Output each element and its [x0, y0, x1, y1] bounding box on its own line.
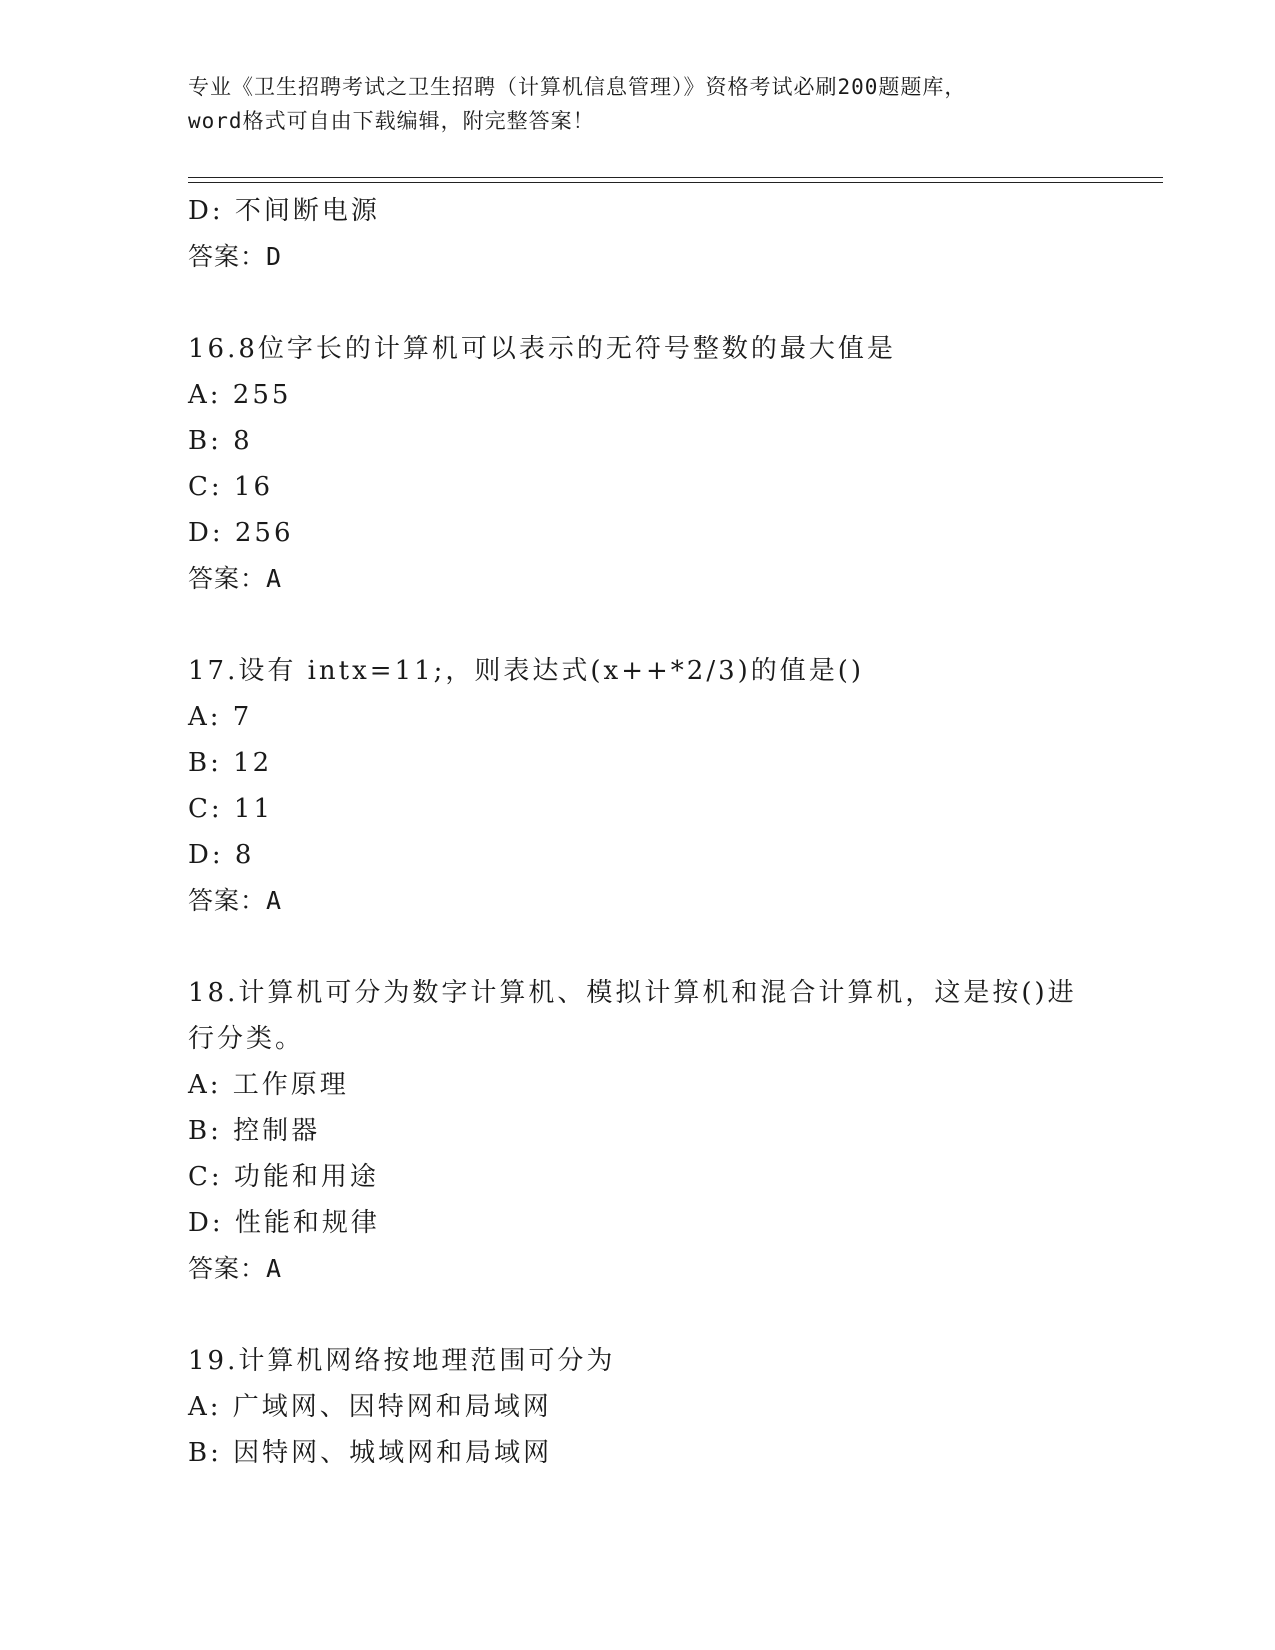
question-text-continued: 行分类。 [188, 1024, 305, 1054]
answer-line: 答案：A [188, 886, 283, 915]
option-d: D: 8 [188, 840, 255, 870]
question-text: 16.8位字长的计算机可以表示的无符号整数的最大值是 [188, 334, 896, 364]
option-d: D: 不间断电源 [188, 196, 380, 226]
question-list [188, 188, 1088, 1476]
question-18 [188, 970, 1088, 1292]
question-text: 17.设有 intx=11;，则表达式(x++*2/3)的值是() [188, 656, 865, 686]
option-b: B: 因特网、城域网和局域网 [188, 1438, 553, 1468]
answer-line: 答案：A [188, 1254, 283, 1283]
option-d: D: 性能和规律 [188, 1208, 380, 1238]
option-a: A: 广域网、因特网和局域网 [188, 1392, 552, 1422]
header-title-line-2: word格式可自由下载编辑，附完整答案！ [188, 109, 595, 133]
answer-line: 答案：D [188, 242, 283, 271]
question-16 [188, 326, 1088, 602]
option-a: A: 255 [188, 380, 292, 410]
option-a: A: 工作原理 [188, 1070, 349, 1100]
question-text: 18.计算机可分为数字计算机、模拟计算机和混合计算机，这是按()进 [188, 978, 1077, 1008]
header-divider [188, 177, 1163, 183]
option-b: B: 控制器 [188, 1116, 321, 1146]
option-c: C: 11 [188, 794, 274, 824]
option-c: C: 功能和用途 [188, 1162, 379, 1192]
option-c: C: 16 [188, 472, 274, 502]
option-a: A: 7 [188, 702, 253, 732]
header-title-line-1: 专业《卫生招聘考试之卫生招聘（计算机信息管理）》资格考试必刷200题题库， [188, 75, 967, 99]
document-header [188, 70, 1088, 138]
question-19 [188, 1338, 1088, 1476]
question-text: 19.计算机网络按地理范围可分为 [188, 1346, 616, 1376]
answer-line: 答案：A [188, 564, 283, 593]
question-17 [188, 648, 1088, 924]
option-b: B: 12 [188, 748, 273, 778]
option-b: B: 8 [188, 426, 253, 456]
option-d: D: 256 [188, 518, 294, 548]
